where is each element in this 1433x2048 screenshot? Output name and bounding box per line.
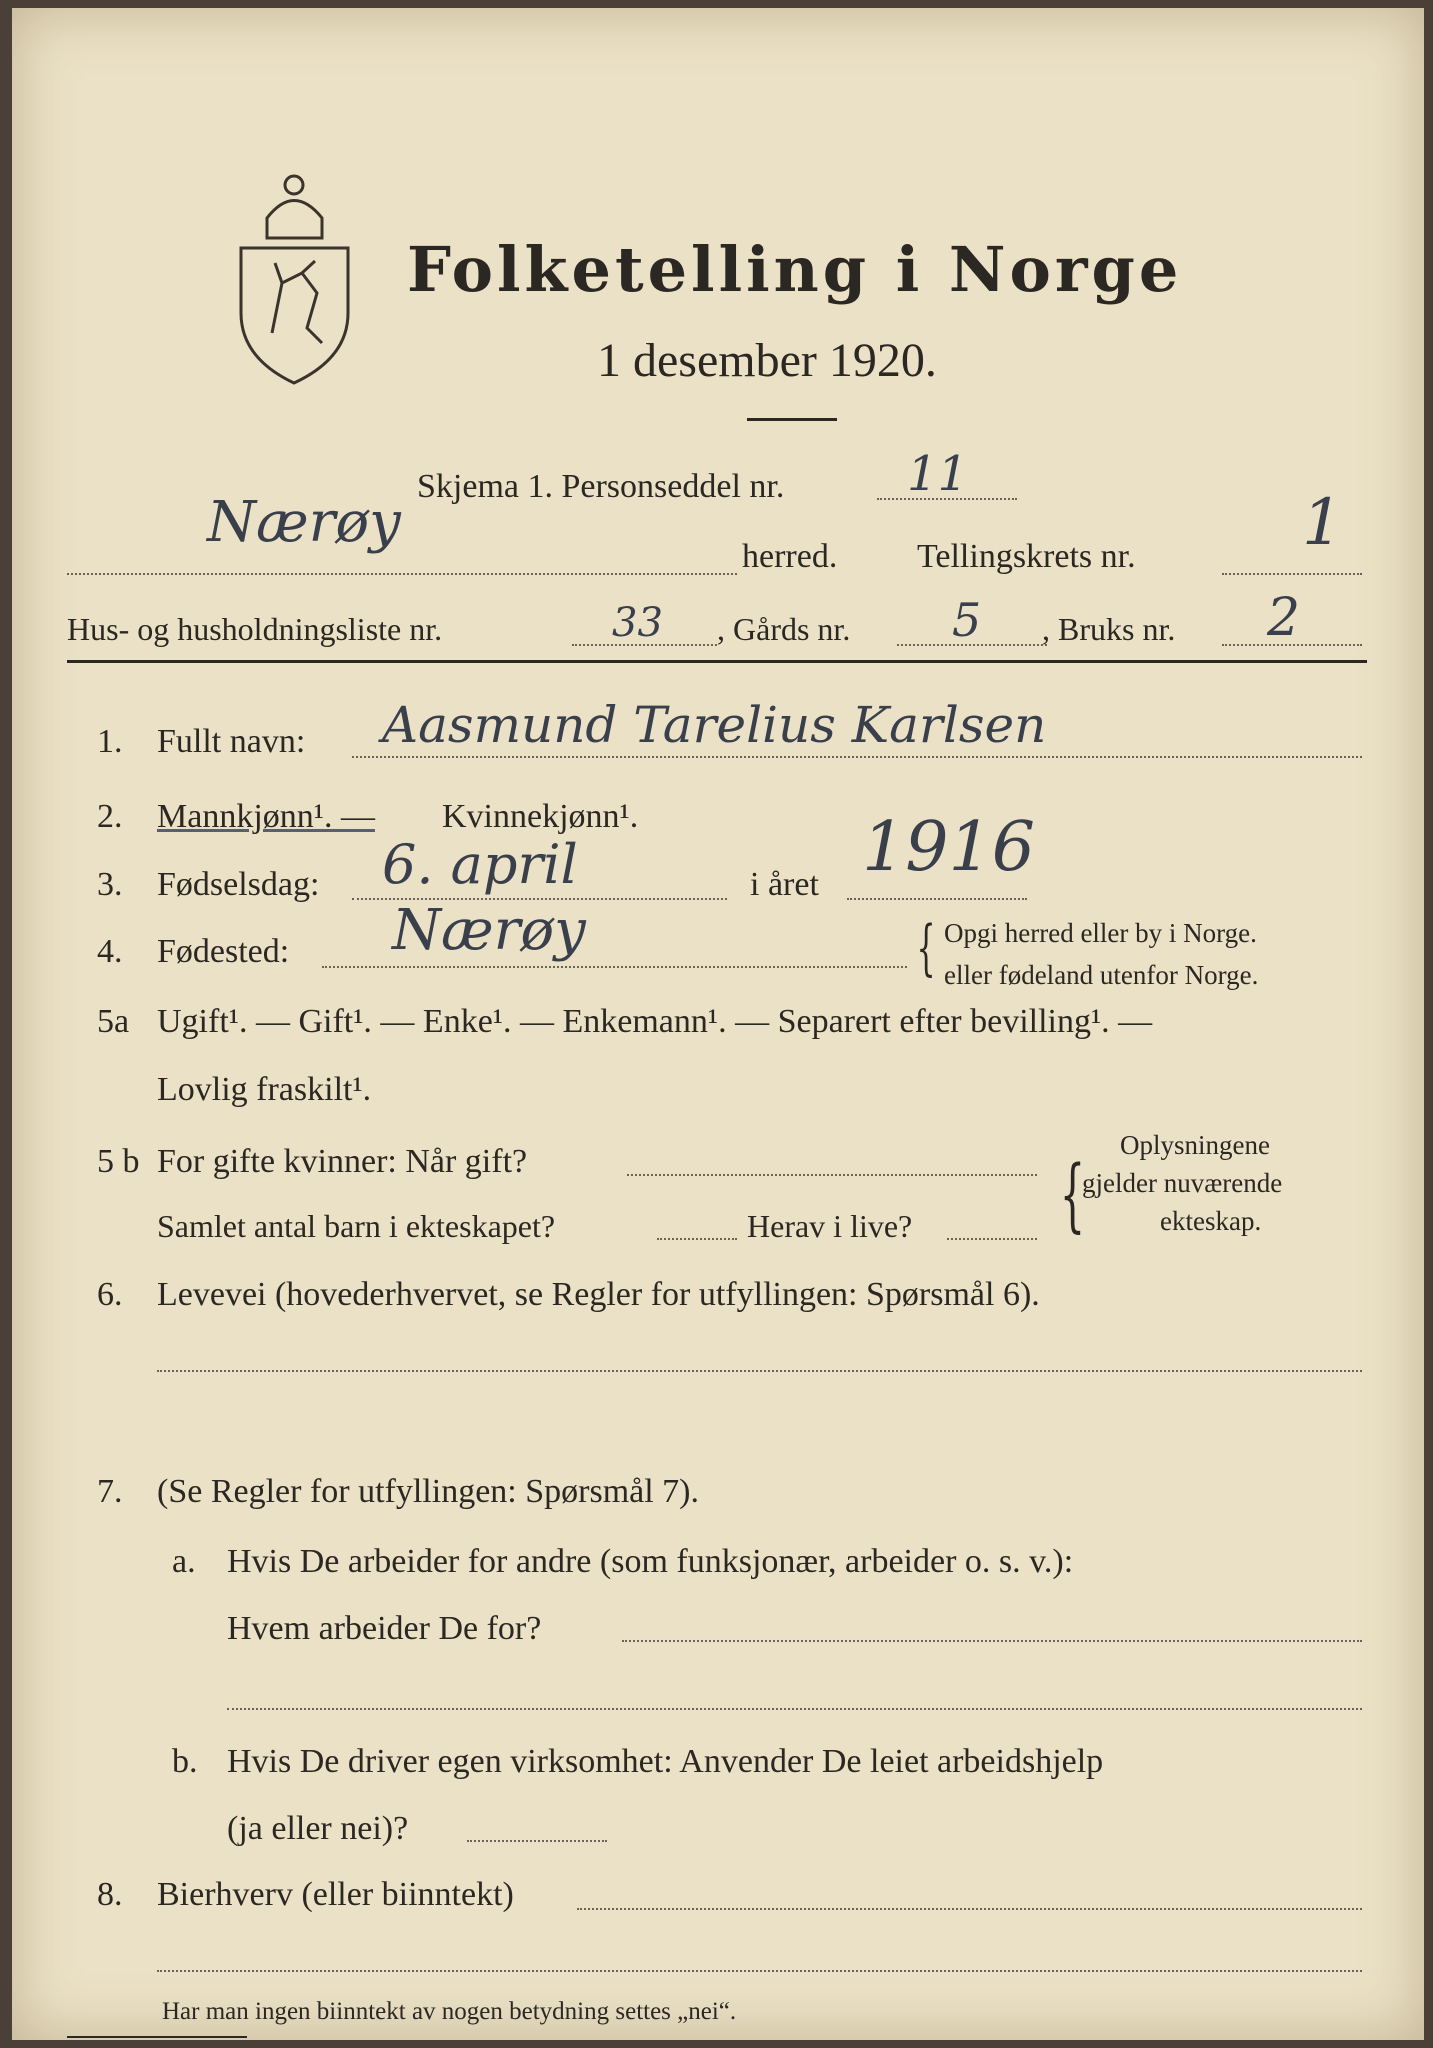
q3-birth-day: 6. april [382,833,578,896]
q5b-note2: gjelder nuværende [1082,1168,1283,1198]
bruks-nr: 2 [1267,588,1301,648]
q5b-line2b: Herav i live? [747,1208,913,1244]
husliste-nr: 33 [612,600,663,646]
header-separator [67,660,1367,663]
q8-extra-line [157,1970,1362,1972]
census-date: 1 desember 1920. [597,334,937,387]
q3-number: 3. [97,866,123,903]
tellingskrets-label: Tellingskrets nr. [917,538,1136,575]
husliste-label: Hus- og husholdningsliste nr. [67,611,443,647]
gards-nr: 5 [952,593,982,647]
q7b-line1: Hvis De driver egen virksomhet: Anvender De leiet arbeidshjelp [227,1743,1104,1780]
q5b-note3: ekteskap. [1160,1206,1262,1236]
q2-male: Mannkjønn¹. — [157,798,375,835]
q4-label: Fødested: [157,933,290,970]
q6-line [157,1370,1362,1372]
q4-note-line1: Opgi herred eller by i Norge. [944,918,1257,948]
norway-coat-of-arms-icon [227,163,362,388]
title-rule [747,418,837,421]
schema-label: Skjema 1. Personseddel nr. [417,468,785,505]
q4-number: 4. [97,933,123,970]
q7-number: 7. [97,1473,123,1510]
gards-label: , Gårds nr. [717,611,851,647]
q7b-line2: (ja eller nei)? [227,1810,409,1847]
q3-birth-year: 1916 [862,808,1036,887]
q4-line [322,966,907,968]
q1-full-name: Aasmund Tarelius Karlsen [382,696,1047,754]
bruks-label: , Bruks nr. [1042,611,1176,647]
q4-birthplace: Nærøy [392,898,586,963]
q5b-children-line [657,1238,737,1240]
q7a-line2: Hvem arbeider De for? [227,1610,542,1647]
q2-female: Kvinnekjønn¹. [442,798,639,835]
census-form [12,8,1424,2040]
q5b-alive-line [947,1238,1037,1240]
q1-number: 1. [97,723,123,760]
q7b-blank [467,1840,607,1842]
tellingskrets-line [1222,573,1362,575]
q1-label: Fullt navn: [157,723,306,760]
q5b-gift-line [627,1174,1037,1176]
q7a-line1: Hvis De arbeider for andre (som funksjonær, arbeider o. s. v.): [227,1543,1074,1580]
q5b-line2a: Samlet antal barn i ekteskapet? [157,1208,556,1244]
q7b-letter: b. [172,1743,198,1780]
footer-rule [67,2036,247,2038]
tellingskrets-nr: 1 [1302,486,1343,560]
footer-note: Har man ingen biinntekt av nogen betydning settes „nei“. [162,1998,737,2025]
q8-number: 8. [97,1876,123,1913]
municipality-line [67,573,737,575]
herred-label: herred. [742,538,838,575]
q5b-line1: For gifte kvinner: Når gift? [157,1143,528,1180]
q5a-line1: Ugift¹. — Gift¹. — Enke¹. — Enkemann¹. — Separert efter bevilling¹. — [157,1003,1153,1040]
personseddel-nr: 11 [907,446,969,502]
q3-year-line [847,898,1027,900]
q5b-number: 5 b [97,1143,140,1180]
municipality-value: Nærøy [207,490,401,555]
q4-brace: { [916,913,936,983]
q6-number: 6. [97,1276,123,1313]
q5b-brace: { [1059,1148,1086,1241]
q7-text: (Se Regler for utfyllingen: Spørsmål 7). [157,1473,700,1510]
q1-line [352,756,1362,758]
q7a-letter: a. [172,1543,196,1580]
q3-year-label: i året [750,866,819,903]
q7a-line2-blank [622,1640,1362,1642]
q8-text: Bierhverv (eller biinntekt) [157,1876,514,1913]
q5a-number: 5a [97,1003,130,1040]
q8-line [577,1908,1362,1910]
q3-label: Fødselsdag: [157,866,320,903]
q6-text: Levevei (hovederhvervet, se Regler for utfyllingen: Spørsmål 6). [157,1276,1040,1313]
q5a-line2: Lovlig fraskilt¹. [157,1071,372,1108]
form-title: Folketelling i Norge [407,233,1183,306]
q2-number: 2. [97,798,123,835]
q7a-extra-line [227,1708,1362,1710]
q5b-note1: Oplysningene [1120,1130,1270,1160]
q4-note-line2: eller fødeland utenfor Norge. [944,960,1259,990]
